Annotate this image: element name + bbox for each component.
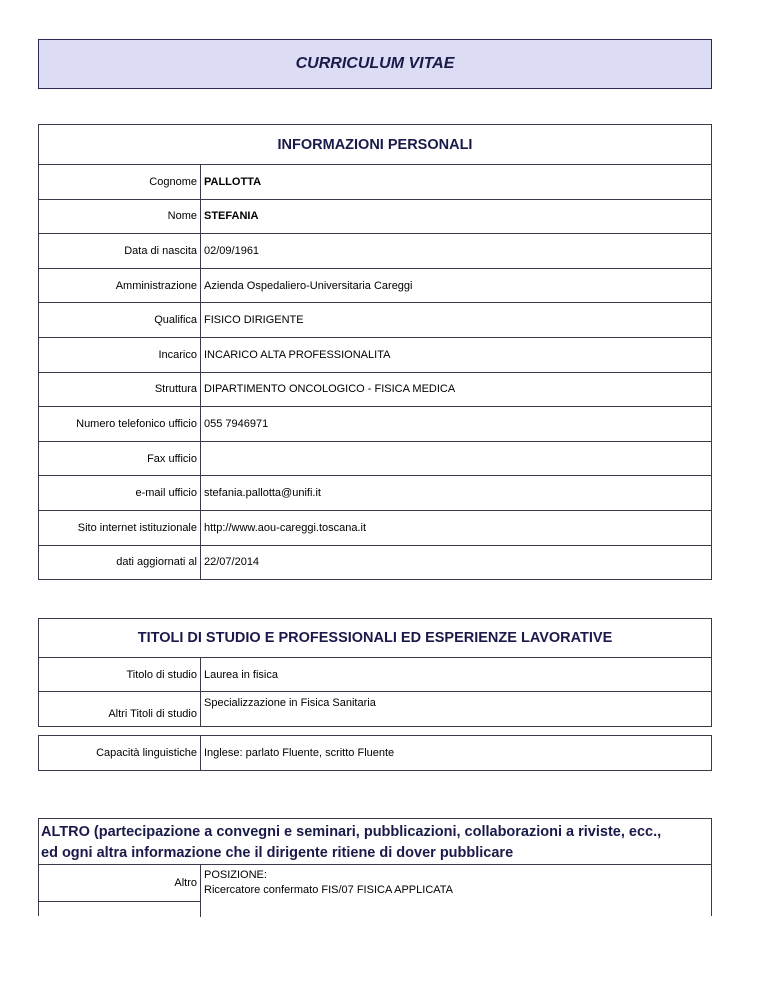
value-telefono: 055 7946971 xyxy=(204,417,269,430)
personal-info-heading: INFORMAZIONI PERSONALI xyxy=(39,125,711,165)
value-nome: STEFANIA xyxy=(204,210,259,223)
label-sito: Sito internet istituzionale xyxy=(39,511,201,545)
row-aggiornamento xyxy=(39,546,711,580)
label-incarico: Incarico xyxy=(39,338,201,372)
value-data-nascita: 02/09/1961 xyxy=(204,244,260,257)
label-nome: Nome xyxy=(39,200,201,234)
value-altro-line2: Ricercatore confermato FIS/07 FISICA APPLICATA xyxy=(204,884,454,896)
cv-title: CURRICULUM VITAE xyxy=(295,55,455,72)
other-heading xyxy=(39,819,711,865)
other-heading-line1: ALTRO (partecipazione a convegni e seminari, pubblicazioni, collaborazioni a riviste, ecc., xyxy=(41,824,662,840)
label-telefono: Numero telefonico ufficio xyxy=(39,407,201,441)
row-nome xyxy=(39,200,711,235)
label-qualifica: Qualifica xyxy=(39,303,201,337)
row-email xyxy=(39,476,711,511)
value-struttura: DIPARTIMENTO ONCOLOGICO - FISICA MEDICA xyxy=(204,383,456,396)
row-sito xyxy=(39,511,711,546)
row-qualifica xyxy=(39,303,711,338)
value-titolo-studio: Laurea in fisica xyxy=(204,668,278,681)
value-sito: http://www.aou-careggi.toscana.it xyxy=(204,521,367,534)
label-struttura: Struttura xyxy=(39,373,201,407)
studies-section xyxy=(38,618,712,727)
languages-section xyxy=(38,735,712,771)
row-divider xyxy=(39,901,201,902)
row-fax xyxy=(39,442,711,477)
value-email: stefania.pallotta@unifi.it xyxy=(204,487,321,500)
row-altro xyxy=(39,865,711,917)
label-cognome: Cognome xyxy=(39,165,201,199)
value-amministrazione: Azienda Ospedaliero-Universitaria Careggi xyxy=(204,279,413,292)
row-altri-titoli xyxy=(39,692,711,726)
studies-heading: TITOLI DI STUDIO E PROFESSIONALI ED ESPERIENZE LAVORATIVE xyxy=(39,619,711,658)
row-data-nascita xyxy=(39,234,711,269)
label-lingue: Capacità linguistiche xyxy=(39,736,201,770)
label-altri-titoli: Altri Titoli di studio xyxy=(39,692,201,726)
value-lingue: Inglese: parlato Fluente, scritto Fluente xyxy=(204,747,395,759)
value-fax xyxy=(201,442,711,476)
other-heading-line2: ed ogni altra informazione che il dirigente ritiene di dover pubblicare xyxy=(41,845,514,861)
row-amministrazione xyxy=(39,269,711,304)
label-fax: Fax ufficio xyxy=(39,442,201,476)
row-incarico xyxy=(39,338,711,373)
value-qualifica: FISICO DIRIGENTE xyxy=(204,314,304,327)
personal-info-section xyxy=(38,124,712,580)
value-altri-titoli: Specializzazione in Fisica Sanitaria xyxy=(204,697,376,709)
row-telefono xyxy=(39,407,711,442)
row-cognome xyxy=(39,165,711,200)
label-amministrazione: Amministrazione xyxy=(39,269,201,303)
label-email: e-mail ufficio xyxy=(39,476,201,510)
value-altro xyxy=(201,865,453,917)
row-lingue xyxy=(39,736,711,770)
value-incarico: INCARICO ALTA PROFESSIONALITA xyxy=(204,348,391,361)
label-data-nascita: Data di nascita xyxy=(39,234,201,268)
cv-title-box xyxy=(38,39,712,89)
label-altro: Altro xyxy=(39,865,201,917)
value-aggiornamento: 22/07/2014 xyxy=(204,556,260,569)
other-section xyxy=(38,818,712,916)
row-struttura xyxy=(39,373,711,408)
label-titolo-studio: Titolo di studio xyxy=(39,658,201,691)
value-cognome: PALLOTTA xyxy=(204,175,262,188)
row-titolo-studio xyxy=(39,658,711,692)
value-altro-line1: POSIZIONE: xyxy=(204,869,267,881)
label-aggiornamento: dati aggiornati al xyxy=(39,546,201,580)
